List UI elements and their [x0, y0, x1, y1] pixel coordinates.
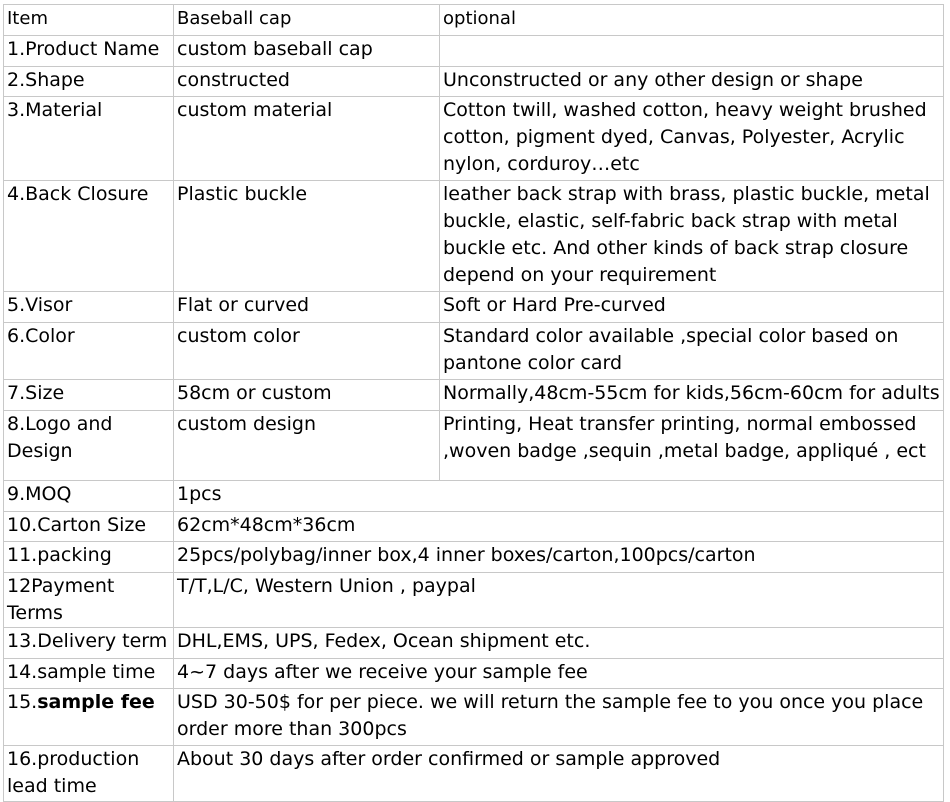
row-label: 12Payment Terms	[4, 573, 174, 628]
row-value: custom design	[174, 411, 440, 481]
table-row	[4, 659, 944, 689]
row-value: About 30 days after order confirmed or sample approved	[174, 746, 944, 802]
table-row	[4, 323, 944, 380]
row-label-prefix: 15.	[7, 691, 38, 713]
product-spec-table	[3, 4, 944, 802]
table-row	[4, 628, 944, 659]
table-row	[4, 542, 944, 573]
table-row	[4, 67, 944, 97]
row-value: USD 30-50$ for per piece. we will return the sample fee to you once you place order more than 300pcs	[174, 689, 944, 746]
row-label: 10.Carton Size	[4, 512, 174, 542]
row-value: 4~7 days after we receive your sample fee	[174, 659, 944, 689]
table-row	[4, 36, 944, 67]
row-label: 13.Delivery term	[4, 628, 174, 659]
row-value: Plastic buckle	[174, 181, 440, 292]
table-row	[4, 481, 944, 512]
row-value: Flat or curved	[174, 292, 440, 323]
row-label: 6.Color	[4, 323, 174, 380]
row-label: 1.Product Name	[4, 36, 174, 67]
row-optional: Standard color available ,special color based on pantone color card	[440, 323, 944, 380]
table-row	[4, 573, 944, 628]
table-row	[4, 97, 944, 181]
row-optional	[440, 36, 944, 67]
row-label: 16.production lead time	[4, 746, 174, 802]
header-optional: optional	[440, 5, 944, 36]
header-row	[4, 5, 944, 36]
table-row	[4, 380, 944, 411]
row-value: custom material	[174, 97, 440, 181]
row-value: 25pcs/polybag/inner box,4 inner boxes/carton,100pcs/carton	[174, 542, 944, 573]
row-value: 1pcs	[174, 481, 944, 512]
row-value: custom color	[174, 323, 440, 380]
table-row	[4, 181, 944, 292]
row-label: 5.Visor	[4, 292, 174, 323]
row-optional: Printing, Heat transfer printing, normal embossed ,woven badge ,sequin ,metal badge, appliqué , ect	[440, 411, 944, 481]
row-optional: leather back strap with brass, plastic buckle, metal buckle, elastic, self-fabric back strap with metal buckle etc. And other kinds of back strap closure depend on your requirement	[440, 181, 944, 292]
table-row	[4, 746, 944, 802]
header-value: Baseball cap	[174, 5, 440, 36]
row-value: custom baseball cap	[174, 36, 440, 67]
row-value: T/T,L/C, Western Union , paypal	[174, 573, 944, 628]
row-optional: Unconstructed or any other design or shape	[440, 67, 944, 97]
row-value: DHL,EMS, UPS, Fedex, Ocean shipment etc.	[174, 628, 944, 659]
table-row	[4, 512, 944, 542]
row-value: 58cm or custom	[174, 380, 440, 411]
row-optional: Cotton twill, washed cotton, heavy weight brushed cotton, pigment dyed, Canvas, Polyester, Acrylic nylon, corduroy…etc	[440, 97, 944, 181]
row-label: 14.sample time	[4, 659, 174, 689]
row-label: 8.Logo and Design	[4, 411, 174, 481]
table-row	[4, 689, 944, 746]
row-value: 62cm*48cm*36cm	[174, 512, 944, 542]
row-label: 3.Material	[4, 97, 174, 181]
row-label: 2.Shape	[4, 67, 174, 97]
row-value: constructed	[174, 67, 440, 97]
row-label: 9.MOQ	[4, 481, 174, 512]
table-row	[4, 292, 944, 323]
row-label: 4.Back Closure	[4, 181, 174, 292]
row-label: 7.Size	[4, 380, 174, 411]
row-optional: Normally,48cm-55cm for kids,56cm-60cm for adults	[440, 380, 944, 411]
row-label-bold: sample fee	[37, 691, 155, 713]
row-label	[4, 689, 174, 746]
table-row	[4, 411, 944, 481]
row-label: 11.packing	[4, 542, 174, 573]
header-item: Item	[4, 5, 174, 36]
row-optional: Soft or Hard Pre-curved	[440, 292, 944, 323]
